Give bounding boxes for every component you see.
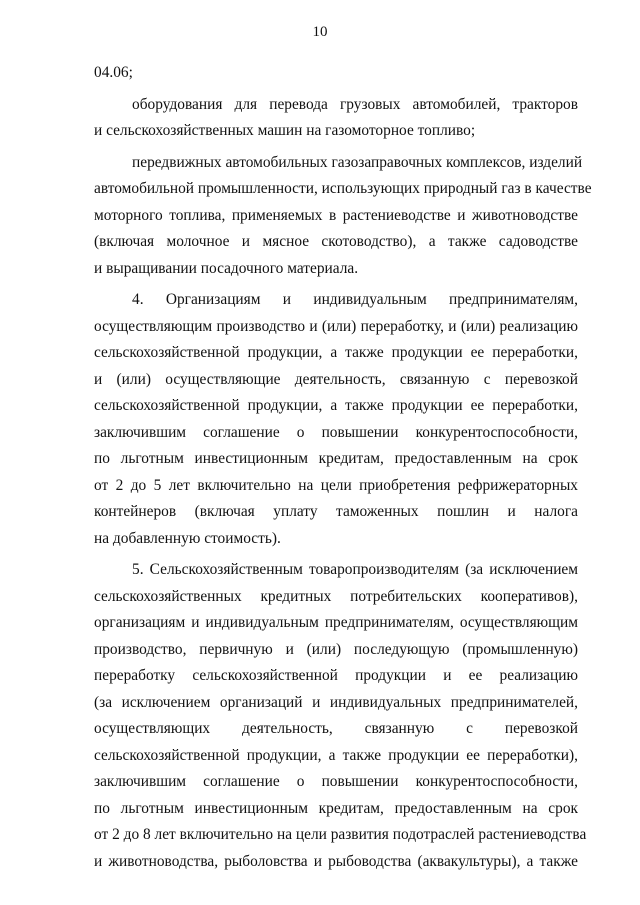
text-line: от 2 до 8 лет включительно на цели развития подотраслей растениеводства xyxy=(94,826,587,843)
text-line: и животноводства, рыболовства и рыбоводства (аквакультуры), а также xyxy=(94,852,578,870)
text-line: и сельскохозяйственных машин на газомоторное топливо; xyxy=(94,122,476,139)
text-line: по льготным инвестиционным кредитам, предоставленным на срок xyxy=(94,450,578,467)
text-line: переработку сельскохозяйственной продукции и ее реализацию xyxy=(94,667,578,684)
text-line: автомобильной промышленности, использующих природный газ в качестве xyxy=(94,180,592,197)
text-line: заключившим соглашение о повышении конкурентоспособности, xyxy=(94,423,578,441)
text-line: производство, первичную и (или) последующую (промышленную) xyxy=(94,640,578,658)
text-line: по льготным инвестиционным кредитам, предоставленным на срок xyxy=(94,799,578,817)
text-line: от 2 до 5 лет включительно на цели приобретения рефрижераторных xyxy=(94,476,578,494)
text-line: 04.06; xyxy=(94,64,133,81)
text-line: на добавленную стоимость). xyxy=(94,529,281,547)
page-number: 10 xyxy=(312,24,328,40)
text-line: контейнеров (включая уплату таможенных пошлин и налога xyxy=(94,503,578,520)
text-line: и (или) осуществляющие деятельность, связанную с перевозкой xyxy=(94,370,578,388)
paragraph-item-5 xyxy=(94,557,587,875)
text-line: 5. Сельскохозяйственным товаропроизводителям (за исключением xyxy=(132,561,578,578)
text-line: заключившим соглашение о повышении конкурентоспособности, xyxy=(94,773,578,790)
paragraph-item-4 xyxy=(94,287,578,552)
text-line: 4. Организациям и индивидуальным предпринимателям, xyxy=(132,291,578,308)
text-line: осуществляющих деятельность, связанную с перевозкой xyxy=(94,720,578,737)
text-line: оборудования для перевода грузовых автомобилей, тракторов xyxy=(132,95,578,113)
text-line: (включая молочное и мясное скотоводство), а также садоводстве xyxy=(94,233,578,250)
text-line: сельскохозяйственной продукции, а также продукции ее переработки, xyxy=(94,397,578,414)
text-line: осуществляющим производство и (или) переработку, и (или) реализацию xyxy=(94,317,578,335)
text-line: сельскохозяйственной продукции, а также продукции ее переработки, xyxy=(94,344,578,361)
paragraph-equipment xyxy=(94,92,578,145)
text-line: сельскохозяйственной продукции, а также продукции ее переработки), xyxy=(94,746,578,764)
text-line: передвижных автомобильных газозаправочных комплексов, изделий xyxy=(132,153,583,171)
paragraph-continuation xyxy=(94,60,578,87)
document-body xyxy=(94,60,592,875)
paragraph-mobile-stations xyxy=(94,150,592,283)
text-line: (за исключением организаций и индивидуальных предпринимателей, xyxy=(94,693,578,711)
text-line: сельскохозяйственных кредитных потребительских кооперативов), xyxy=(94,587,578,605)
text-line: организациям и индивидуальным предпринимателям, осуществляющим xyxy=(94,614,578,631)
text-line: моторного топлива, применяемых в растениеводстве и животноводстве xyxy=(94,206,578,224)
text-line: и выращивании посадочного материала. xyxy=(94,259,359,277)
